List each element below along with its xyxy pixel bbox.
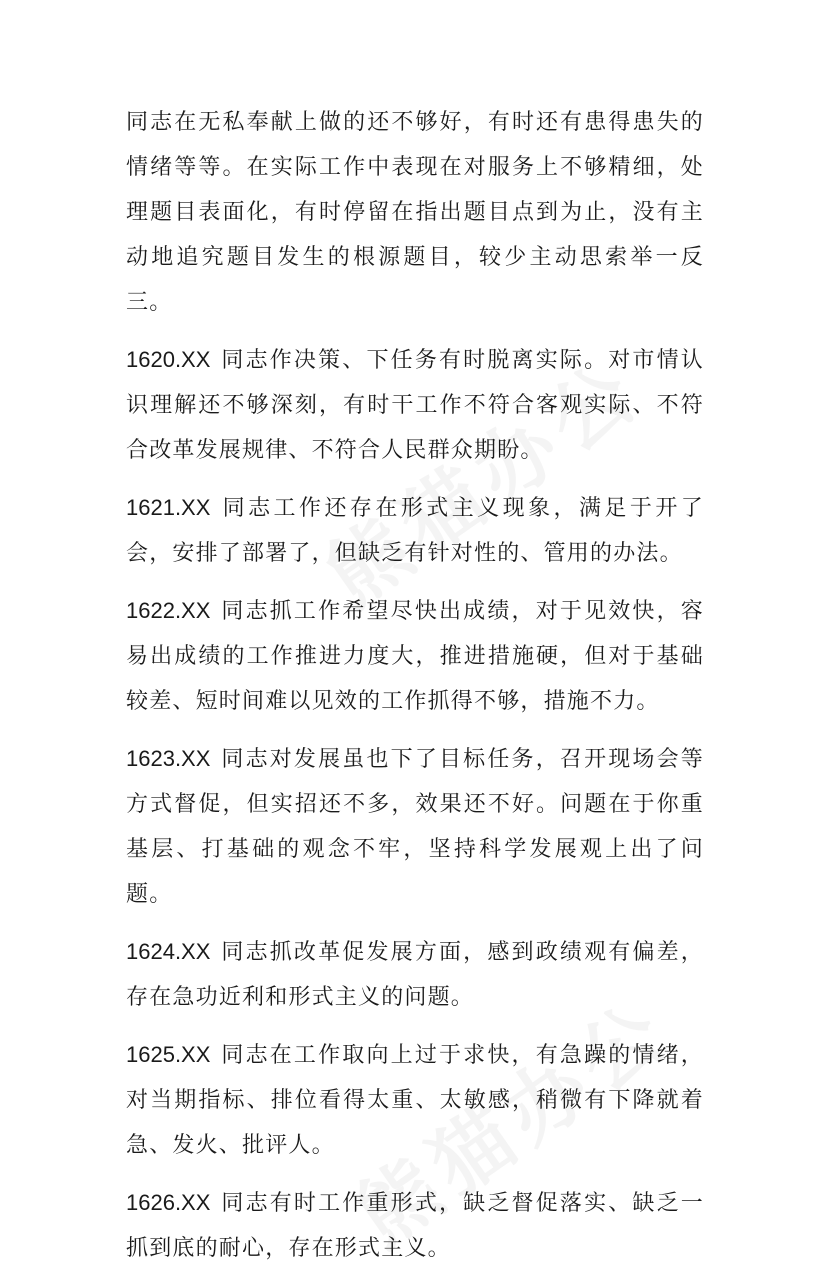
item-text: 同志作决策、下任务有时脱离实际。对市情认识理解还不够深刻，有时干工作不符合客观实际、不符合改革发展规律、不符合人民群众期盼。 — [126, 348, 704, 463]
item-number: 1621.XX — [126, 495, 211, 520]
item-text: 同志对发展虽也下了目标任务，召开现场会等方式督促，但实招还不多，效果还不好。问题在于你重基层、打基础的观念不牢，坚持科学发展观上出了问题。 — [126, 747, 704, 907]
item-text: 同志工作还存在形式主义现象，满足于开了会，安排了部署了，但缺乏有针对性的、管用的办法。 — [126, 496, 704, 566]
item-text: 同志有时工作重形式，缺乏督促落实、缺乏一抓到底的耐心，存在形式主义。 — [126, 1191, 704, 1261]
item-number: 1624.XX — [126, 939, 211, 964]
item-text: 同志在工作取向上过于求快，有急躁的情绪，对当期指标、排位看得太重、太敏感，稍微有下降就着急、发火、批评人。 — [126, 1043, 704, 1158]
list-item — [126, 929, 704, 1020]
list-item — [126, 1180, 704, 1271]
item-number: 1623.XX — [126, 746, 211, 771]
paragraph-continuation — [126, 100, 704, 325]
paragraph-text: 同志在无私奉献上做的还不够好，有时还有患得患失的情绪等等。在实际工作中表现在对服务上不够精细，处理题目表面化，有时停留在指出题目点到为止，没有主动地追究题目发生的根源题目，较少主动思索举一反三。 — [126, 110, 704, 315]
item-number: 1622.XX — [126, 598, 211, 623]
item-text: 同志抓改革促发展方面，感到政绩观有偏差，存在急功近利和形式主义的问题。 — [126, 940, 704, 1010]
item-number: 1625.XX — [126, 1042, 211, 1067]
list-item — [126, 588, 704, 724]
item-text: 同志抓工作希望尽快出成绩，对于见效快，容易出成绩的工作推进力度大，推进措施硬，但对于基础较差、短时间难以见效的工作抓得不够，措施不力。 — [126, 599, 704, 714]
list-item — [126, 485, 704, 576]
list-item — [126, 337, 704, 473]
list-item — [126, 736, 704, 917]
item-number: 1620.XX — [126, 347, 211, 372]
list-item — [126, 1032, 704, 1168]
item-number: 1626.XX — [126, 1190, 211, 1215]
document-body — [126, 100, 704, 1283]
